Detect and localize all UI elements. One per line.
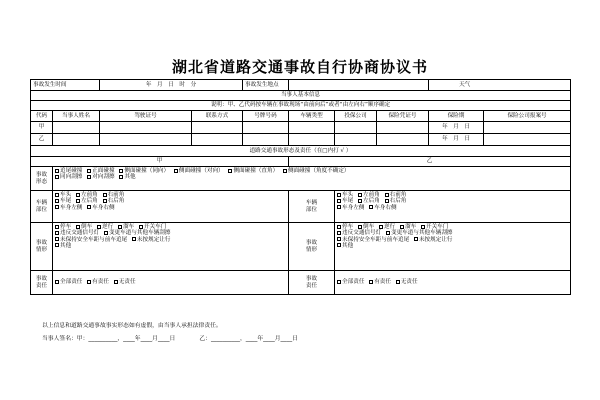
signature-b-date[interactable]: ，____年____月____日 [239, 336, 298, 342]
party-b-vehicle-field[interactable] [289, 134, 335, 146]
col-insurer: 投保公司 [335, 111, 377, 122]
b-option-signal[interactable]: 违反交通信号灯 [337, 230, 381, 236]
a-option-front[interactable]: 车头 [55, 192, 71, 198]
impact-part-row [31, 191, 571, 223]
party-info-header: 当事人基本信息 [31, 91, 571, 101]
situation-options-b [335, 223, 571, 271]
agreement-form-table [30, 79, 571, 295]
checkbox-icon [174, 169, 178, 173]
accident-form-row [31, 167, 571, 191]
party-a-insurer-field[interactable] [335, 122, 377, 134]
col-period: 保险期 [429, 111, 484, 122]
checkbox-icon [55, 199, 59, 203]
b-option-front[interactable]: 车头 [337, 192, 353, 198]
party-b-plate-field[interactable] [243, 134, 289, 146]
a-option-parked[interactable]: 停车 [55, 224, 71, 230]
b-option-full-liability[interactable]: 全部责任 [337, 279, 364, 286]
a-option-distance[interactable]: 未保持安全车距与前车追尾 [55, 237, 127, 243]
a-option-partial-liability[interactable]: 有责任 [87, 279, 109, 286]
b-option-lane-change[interactable]: 变更车道与其他车辆刮擦 [386, 230, 453, 236]
b-option-reversing[interactable]: 倒车 [358, 224, 374, 230]
checkbox-icon [421, 225, 425, 229]
accident-form-label: 事故 形态 [31, 167, 53, 191]
checkbox-icon [337, 280, 341, 284]
time-field[interactable]: 年 月 日 时 分 [100, 80, 243, 91]
checkbox-icon [385, 193, 389, 197]
party-info-note: 说明：甲、乙代码按车辆在事故现场“由前向后”或者“由左向右”顺序确定 [31, 101, 571, 111]
party-b-code: 乙 [31, 134, 53, 146]
party-b-policy-field[interactable] [377, 134, 429, 146]
checkbox-icon [369, 205, 373, 209]
weather-cell[interactable] [429, 80, 571, 91]
time-label: 事故发生时间 [31, 80, 100, 91]
checkbox-icon [55, 231, 59, 235]
accident-form-options [53, 167, 571, 191]
party-a-vehicle-field[interactable] [289, 122, 335, 134]
a-option-rear-right[interactable]: 右后角 [103, 198, 125, 204]
b-option-left-side[interactable]: 车身左侧 [337, 205, 364, 211]
place-label: 事故发生地点 [243, 80, 289, 91]
checkbox-icon [396, 280, 400, 284]
checkbox-icon [104, 231, 108, 235]
col-license: 驾驶证号 [100, 111, 192, 122]
checkbox-icon [87, 169, 91, 173]
situation-row [31, 223, 571, 271]
option-side-uncertain[interactable]: 侧面碰撞（角度不确定） [283, 168, 350, 174]
checkbox-icon [55, 237, 59, 241]
checkbox-icon [114, 280, 118, 284]
footer-statement: 以上信息和道路交通事故事实形态如有虚假，由当事人承担法律责任。 [42, 323, 222, 329]
checkbox-icon [55, 225, 59, 229]
col-name: 当事人姓名 [53, 111, 100, 122]
signature-line [42, 336, 298, 343]
checkbox-icon [55, 175, 59, 179]
party-b-heading: 乙 [289, 157, 571, 167]
col-contact: 联系方式 [192, 111, 243, 122]
sign-label: 当事人签名：甲： [42, 336, 89, 342]
impact-label-a: 车辆 部位 [31, 191, 53, 223]
impact-label-b: 车辆 部位 [289, 191, 335, 223]
situation-label-a: 事故 情形 [31, 223, 53, 271]
checkbox-icon [55, 169, 59, 173]
party-b-license-field[interactable] [100, 134, 192, 146]
sign-b-label: 乙： [199, 336, 211, 342]
checkbox-icon [55, 280, 59, 284]
option-same-scrape[interactable]: 同向刮擦 [55, 174, 82, 180]
checkbox-icon [76, 225, 80, 229]
checkbox-icon [386, 231, 390, 235]
b-option-right-side[interactable]: 车身右侧 [369, 205, 396, 211]
checkbox-icon [119, 175, 123, 179]
checkbox-icon [337, 225, 341, 229]
checkbox-icon [76, 199, 80, 203]
party-a-plate-field[interactable] [243, 122, 289, 134]
party-a-name-field[interactable] [53, 122, 100, 134]
checkbox-icon [358, 193, 362, 197]
checkbox-icon [379, 225, 383, 229]
place-field[interactable] [289, 80, 429, 91]
checkbox-icon [283, 169, 287, 173]
option-side-same[interactable]: 侧面碰撞（同向） [119, 168, 169, 174]
b-option-yield[interactable]: 未按规定让行 [414, 237, 453, 243]
b-option-front-left[interactable]: 左前角 [358, 192, 380, 198]
situation-label-b: 事故 情形 [289, 223, 335, 271]
checkbox-icon [97, 225, 101, 229]
checkbox-icon [337, 193, 341, 197]
liability-label-b: 事故 责任 [289, 271, 335, 295]
a-option-front-right[interactable]: 右前角 [103, 192, 125, 198]
party-a-heading: 甲 [31, 157, 289, 167]
party-a-code: 甲 [31, 122, 53, 134]
checkbox-icon [385, 199, 389, 203]
party-b-name-field[interactable] [53, 134, 100, 146]
a-option-rear-left[interactable]: 左后角 [76, 198, 98, 204]
checkbox-icon [103, 199, 107, 203]
checkbox-icon [55, 243, 59, 247]
impact-options-a [53, 191, 289, 223]
party-columns-row [31, 111, 571, 122]
checkbox-icon [358, 199, 362, 203]
a-option-situation-other[interactable]: 其他 [55, 243, 71, 249]
a-option-no-liability[interactable]: 无责任 [114, 279, 136, 286]
checkbox-icon [337, 243, 341, 247]
accident-time-row [31, 80, 571, 91]
b-option-partial-liability[interactable]: 有责任 [369, 279, 391, 286]
liability-options-b [335, 271, 571, 295]
liability-row [31, 271, 571, 295]
col-code: 代码 [31, 111, 53, 122]
liability-options-a [53, 271, 289, 295]
option-side-right-angle[interactable]: 侧面碰撞（直角） [228, 168, 278, 174]
b-option-rear[interactable]: 车尾 [337, 198, 353, 204]
a-option-signal[interactable]: 违反交通信号灯 [55, 230, 99, 236]
party-a-contact-field[interactable] [192, 122, 243, 134]
checkbox-icon [414, 237, 418, 241]
a-option-yield[interactable]: 未按规定让行 [132, 237, 171, 243]
party-b-period-field[interactable]: 年 月 日 [429, 134, 484, 146]
b-option-distance[interactable]: 未保持安全车距与前车追尾 [337, 237, 409, 243]
checkbox-icon [76, 193, 80, 197]
document-title: 湖北省道路交通事故自行协商协议书 [171, 58, 428, 76]
a-option-left-side[interactable]: 车身左侧 [55, 205, 82, 211]
signature-a-date[interactable]: ，____年____月____日 [117, 336, 176, 342]
checkbox-icon [55, 205, 59, 209]
option-side-opposite[interactable]: 侧面碰撞（对向） [174, 168, 224, 174]
checkbox-icon [87, 280, 91, 284]
checkbox-icon [139, 225, 143, 229]
option-opposite-scrape[interactable]: 对向刮擦 [87, 174, 114, 180]
checkbox-icon [337, 205, 341, 209]
col-policy-no: 保险凭证号 [377, 111, 429, 122]
checkbox-icon [119, 169, 123, 173]
checkbox-icon [228, 169, 232, 173]
checkbox-icon [358, 225, 362, 229]
option-other[interactable]: 其他 [119, 174, 135, 180]
party-a-license-field[interactable] [100, 122, 192, 134]
party-a-period-field[interactable]: 年 月 日 [429, 122, 484, 134]
b-option-wrong-way[interactable]: 逆行 [379, 224, 395, 230]
party-b-row [31, 134, 571, 146]
party-a-row [31, 122, 571, 134]
a-option-right-side[interactable]: 车身右侧 [87, 205, 114, 211]
checkbox-icon [118, 225, 122, 229]
a-option-reversing[interactable]: 倒车 [76, 224, 92, 230]
responsibility-header: 道路交通事故形态及责任（在□内打 √ ） [31, 146, 571, 157]
party-b-contact-field[interactable] [192, 134, 243, 146]
checkbox-icon [87, 175, 91, 179]
checkbox-icon [87, 205, 91, 209]
a-option-lane-change[interactable]: 变更车道与其他车辆刮擦 [104, 230, 171, 236]
b-option-situation-other[interactable]: 其他 [337, 243, 353, 249]
a-option-full-liability[interactable]: 全部责任 [55, 279, 82, 286]
option-rear-end[interactable]: 追尾碰撞 [55, 168, 82, 174]
checkbox-icon [337, 199, 341, 203]
col-plate: 号牌号码 [243, 111, 289, 122]
col-vehicle-type: 车辆类型 [289, 111, 335, 122]
b-option-rolling[interactable]: 溜车 [400, 224, 416, 230]
b-option-rear-left[interactable]: 左后角 [358, 198, 380, 204]
a-option-rear[interactable]: 车尾 [55, 198, 71, 204]
checkbox-icon [400, 225, 404, 229]
checkbox-icon [132, 237, 136, 241]
b-option-rear-right[interactable]: 右后角 [385, 198, 407, 204]
impact-options-b [335, 191, 571, 223]
party-b-insurer-field[interactable] [335, 134, 377, 146]
party-a-report-field[interactable] [484, 122, 571, 134]
a-option-wrong-way[interactable]: 逆行 [97, 224, 113, 230]
party-a-policy-field[interactable] [377, 122, 429, 134]
weather-label: 天气 [459, 81, 471, 88]
a-option-rolling[interactable]: 溜车 [118, 224, 134, 230]
checkbox-icon [337, 231, 341, 235]
b-option-door[interactable]: 开关车门 [421, 224, 448, 230]
situation-options-a [53, 223, 289, 271]
option-head-on[interactable]: 正面碰撞 [87, 168, 114, 174]
col-report-no: 保险公司报案号 [484, 111, 571, 122]
party-b-report-field[interactable] [484, 134, 571, 146]
b-option-parked[interactable]: 停车 [337, 224, 353, 230]
signature-a-field[interactable]: __________ [88, 336, 118, 342]
a-option-door[interactable]: 开关车门 [139, 224, 166, 230]
checkbox-icon [369, 280, 373, 284]
b-option-no-liability[interactable]: 无责任 [396, 279, 418, 286]
b-option-front-right[interactable]: 右前角 [385, 192, 407, 198]
signature-b-field[interactable]: __________ [210, 336, 240, 342]
checkbox-icon [337, 237, 341, 241]
checkbox-icon [103, 193, 107, 197]
liability-label-a: 事故 责任 [31, 271, 53, 295]
checkbox-icon [55, 193, 59, 197]
a-option-front-left[interactable]: 左前角 [76, 192, 98, 198]
